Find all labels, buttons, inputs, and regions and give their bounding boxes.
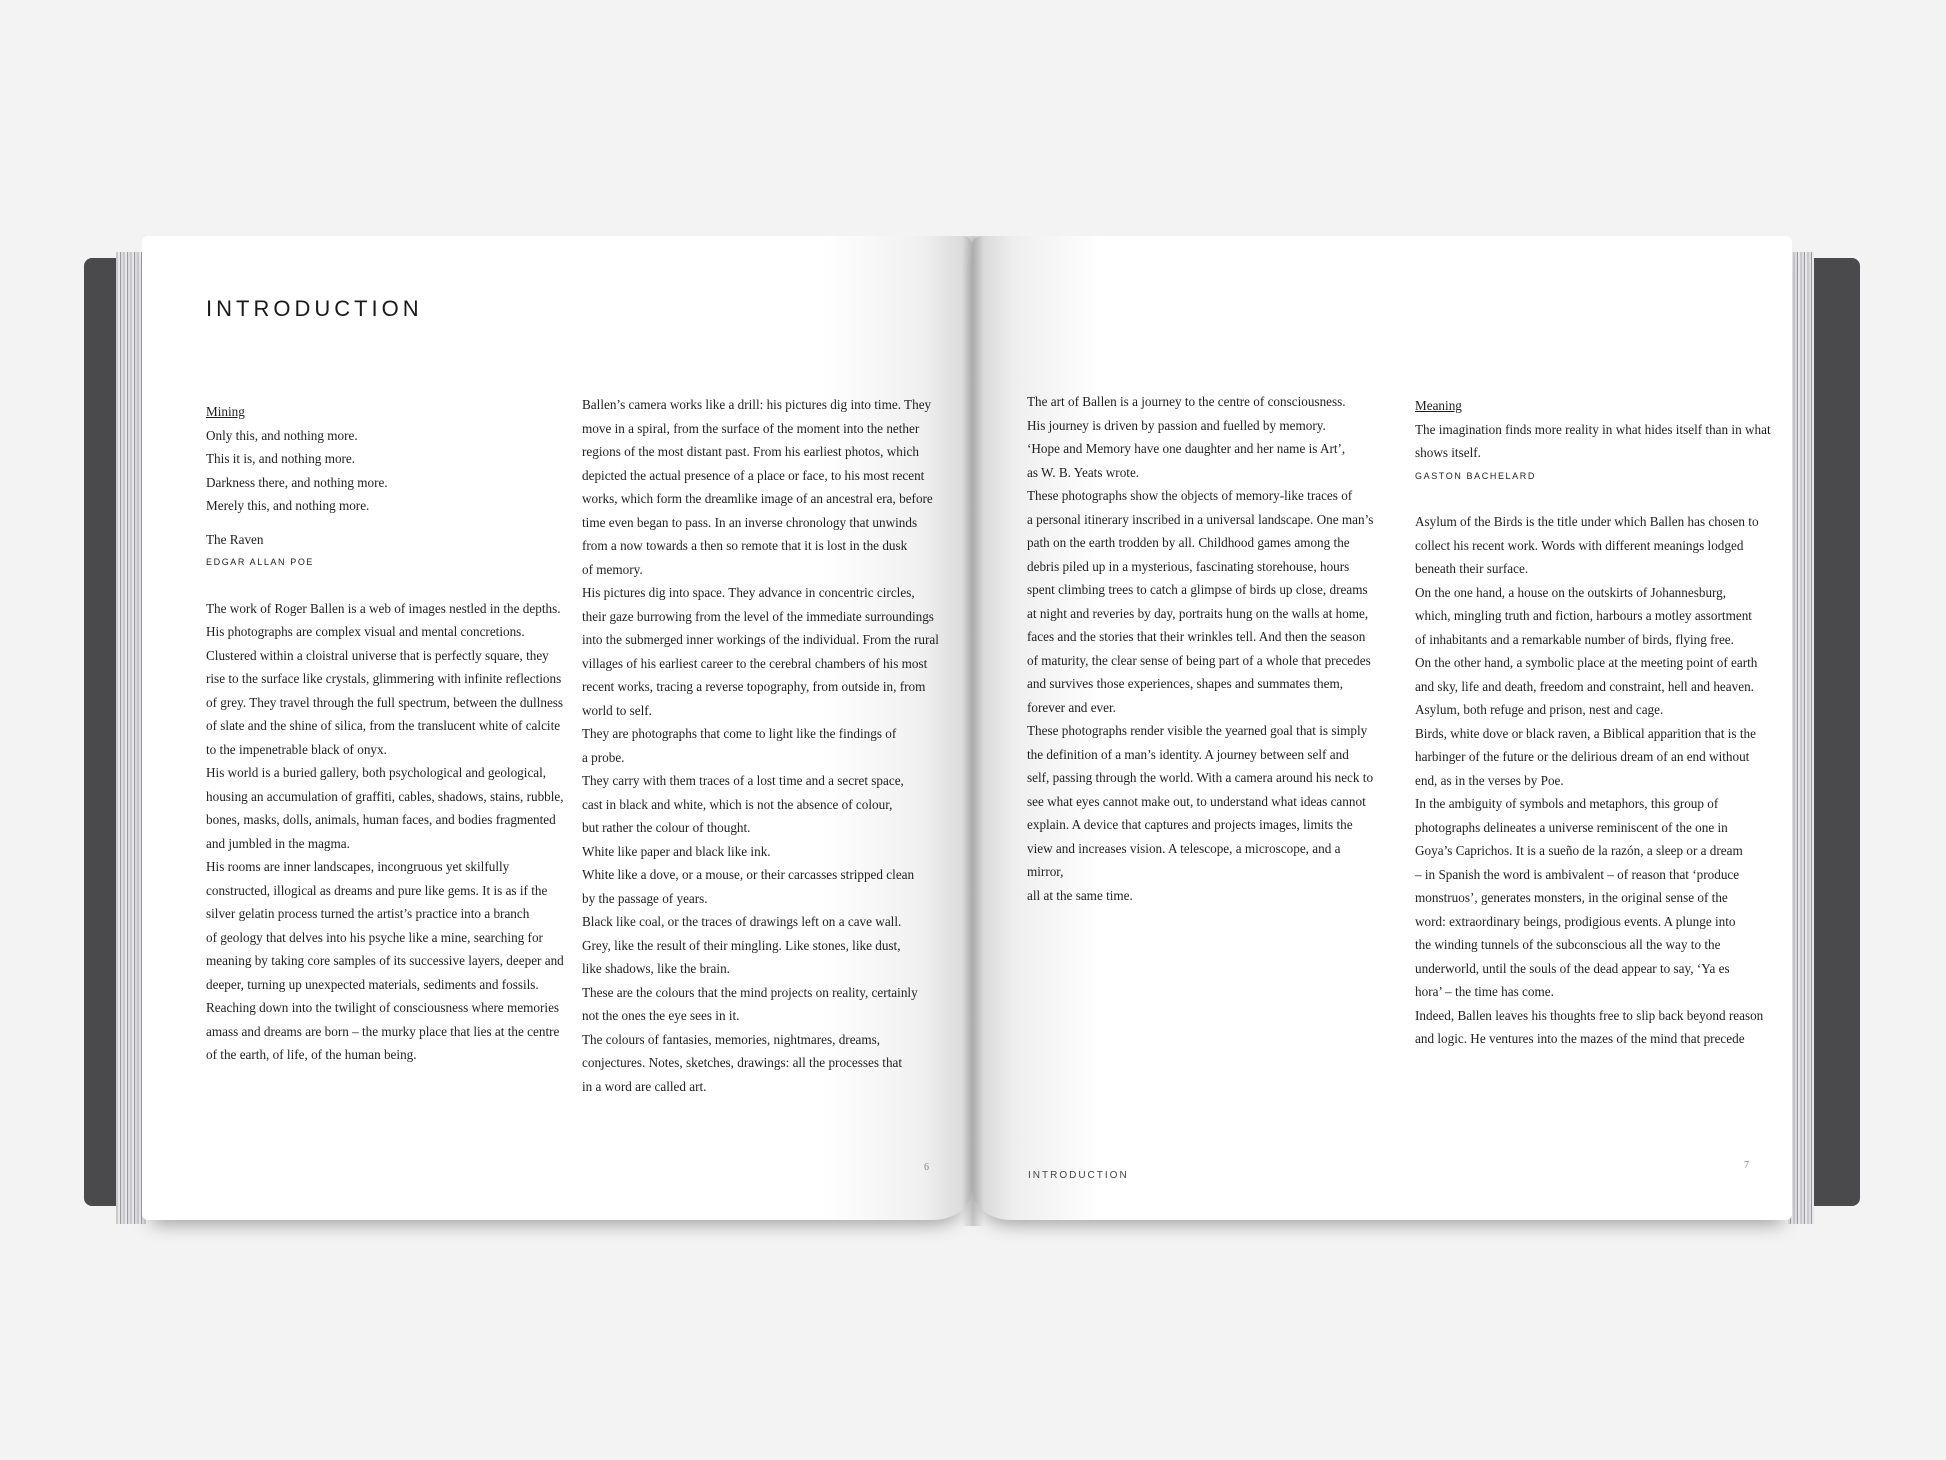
body-text-line: Grey, like the result of their mingling. Like stones, like dust,	[582, 937, 901, 953]
body-text-line: In the ambiguity of symbols and metaphors, this group of	[1415, 796, 1719, 811]
body-text-line: the definition of a man’s identity. A journey between self and	[1027, 746, 1349, 762]
body-text-line: The colours of fantasies, memories, nightmares, dreams,	[582, 1031, 881, 1047]
body-text-line: regions of the most distant past. From his earliest photos, which	[582, 444, 919, 459]
body-text-line: explain. A device that captures and projects images, limits the	[1027, 817, 1353, 832]
body-text-line: and sky, life and death, freedom and constraint, hell and heaven.	[1415, 678, 1754, 694]
body-text-line: monstruos’, generates monsters, in the original sense of the	[1415, 890, 1728, 905]
body-text-line: the winding tunnels of the subconscious all the way to the	[1415, 937, 1721, 952]
body-text-line: but rather the colour of thought.	[582, 820, 751, 835]
body-text-line: villages of his earliest career to the cerebral chambers of his most	[582, 655, 928, 671]
body-text-line: silver gelatin process turned the artist’s practice into a branch	[206, 906, 530, 921]
body-text-line: Asylum of the Birds is the title under which Ballen has chosen to	[1415, 514, 1759, 529]
body-text-line: of memory.	[582, 561, 643, 577]
body-text-line: Goya’s Caprichos. It is a sueño de la razón, a sleep or a dream	[1415, 843, 1743, 858]
body-text-line: His world is a buried gallery, both psychological and geological,	[206, 765, 547, 780]
column-3-body	[1027, 390, 1377, 907]
running-footer: INTRODUCTION	[1028, 1170, 1129, 1181]
body-text-line: These photographs render visible the yearned goal that is simply	[1027, 723, 1368, 738]
body-text-line: of geology that delves into his psyche like a mine, searching for	[206, 929, 543, 945]
epigraph-author: EDGAR ALLAN POE	[206, 557, 315, 567]
body-text-line: The art of Ballen is a journey to the centre of consciousness.	[1027, 394, 1346, 409]
body-text-line: underworld, until the souls of the dead appear to say, ‘Ya es	[1415, 960, 1730, 976]
epigraph-heading: Mining	[206, 404, 245, 419]
column-2-body	[582, 393, 952, 1098]
body-text-line: They are photographs that come to light like the findings of	[582, 726, 897, 741]
body-text-line: collect his recent work. Words with different meanings lodged	[1415, 537, 1744, 553]
body-text-line: of maturity, the clear sense of being part of a whole that precedes	[1027, 652, 1371, 668]
body-text-line: path on the earth trodden by all. Childhood games among the	[1027, 535, 1350, 550]
body-text-line: – in Spanish the word is ambivalent – of reason that ‘produce	[1415, 866, 1740, 882]
body-text-line: bones, masks, dolls, animals, human faces, and bodies fragmented	[206, 812, 556, 827]
body-text-line: as W. B. Yeats wrote.	[1027, 464, 1140, 480]
body-text-line: hora’ – the time has come.	[1415, 984, 1554, 999]
body-text-line: word: extraordinary beings, prodigious events. A plunge into	[1415, 913, 1736, 929]
body-text-line: Asylum, both refuge and prison, nest and cage.	[1415, 702, 1664, 717]
body-text-line: The work of Roger Ballen is a web of images nestled in the depths.	[206, 600, 561, 616]
body-text-line: spent climbing trees to catch a glimpse of birds up close, dreams	[1027, 582, 1368, 597]
body-text-line: meaning by taking core samples of its successive layers, deeper and	[206, 953, 564, 968]
body-text-line: Indeed, Ballen leaves his thoughts free to slip back beyond reason	[1415, 1007, 1764, 1023]
body-text-line: beneath their surface.	[1415, 561, 1529, 576]
body-text-line: from a now towards a then so remote that it is lost in the dusk	[582, 538, 908, 553]
body-text-line: a probe.	[582, 749, 625, 765]
body-text-line: conjectures. Notes, sketches, drawings: all the processes that	[582, 1055, 903, 1070]
body-text-line: to the impenetrable black of onyx.	[206, 741, 387, 757]
body-text-line: His journey is driven by passion and fuelled by memory.	[1027, 417, 1326, 433]
epigraph-line: Darkness there, and nothing more.	[206, 474, 388, 490]
body-text-line: photographs delineates a universe reminiscent of the one in	[1415, 819, 1728, 835]
body-text-line: world to self.	[582, 702, 652, 718]
column-4-body	[1415, 510, 1775, 1051]
body-text-line: move in a spiral, from the surface of the moment into the nether	[582, 420, 920, 436]
body-text-line: end, as in the verses by Poe.	[1415, 772, 1564, 788]
body-text-line: of inhabitants and a remarkable number of birds, flying free.	[1415, 631, 1734, 647]
body-text-line: self, passing through the world. With a camera around his neck to	[1027, 770, 1374, 785]
epigraph-author: GASTON BACHELARD	[1415, 470, 1536, 481]
body-text-line: all at the same time.	[1027, 887, 1133, 903]
column-3	[1027, 390, 1377, 907]
body-text-line: their gaze burrowing from the level of the immediate surroundings	[582, 608, 934, 624]
body-text-line: ‘Hope and Memory have one daughter and her name is Art’,	[1027, 441, 1346, 456]
body-text-line: These photographs show the objects of memory-like traces of	[1027, 488, 1353, 503]
epigraph-line: Only this, and nothing more.	[206, 427, 358, 443]
page-number-right: 7	[1744, 1160, 1749, 1171]
body-text-line: On the one hand, a house on the outskirts of Johannesburg,	[1415, 584, 1727, 600]
body-text-line: of the earth, of life, of the human being.	[206, 1047, 417, 1062]
column-4	[1415, 394, 1775, 1051]
page-title: INTRODUCTION	[206, 296, 423, 321]
epigraph-line: Merely this, and nothing more.	[206, 498, 370, 513]
body-text-line: time even began to pass. In an inverse chronology that unwinds	[582, 514, 918, 530]
body-text-line: and survives those experiences, shapes and summates them,	[1027, 676, 1344, 691]
epigraph-heading: Meaning	[1415, 398, 1462, 413]
body-text-line: His photographs are complex visual and mental concretions.	[206, 624, 525, 639]
body-text-line: depicted the actual presence of a place or face, to his most recent	[582, 467, 925, 483]
body-text-line: see what eyes cannot make out, to understand what ideas cannot	[1027, 793, 1366, 809]
body-text-line: These are the colours that the mind projects on reality, certainly	[582, 984, 918, 1000]
body-text-line: which, mingling truth and fiction, harbours a motley assortment	[1415, 608, 1752, 623]
body-text-line: His rooms are inner landscapes, incongruous yet skilfully	[206, 859, 510, 874]
epigraph-line: shows itself.	[1415, 445, 1481, 460]
body-text-line: amass and dreams are born – the murky place that lies at the centre	[206, 1023, 560, 1039]
column-2	[582, 393, 952, 1098]
body-text-line: a personal itinerary inscribed in a universal landscape. One man’s	[1027, 511, 1374, 527]
epigraph-source: The Raven	[206, 531, 264, 547]
body-text-line: view and increases vision. A telescope, a microscope, and a mirror,	[1027, 840, 1341, 879]
body-text-line: Reaching down into the twilight of consciousness where memories	[206, 1000, 560, 1015]
body-text-line: of slate and the shine of silica, from the translucent white of calcite	[206, 718, 561, 733]
body-text-line: debris piled up in a mysterious, fascinating storehouse, hours	[1027, 558, 1350, 574]
body-text-line: White like a dove, or a mouse, or their carcasses stripped clean	[582, 867, 915, 882]
body-text-line: housing an accumulation of graffiti, cables, shadows, stains, rubble,	[206, 788, 564, 804]
body-text-line: Black like coal, or the traces of drawings left on a cave wall.	[582, 914, 902, 929]
body-text-line: not the ones the eye sees in it.	[582, 1008, 740, 1023]
page-number-left: 6	[924, 1162, 929, 1173]
epigraph-line: This it is, and nothing more.	[206, 451, 356, 466]
body-text-line: His pictures dig into space. They advance in concentric circles,	[582, 585, 915, 600]
body-text-line: rise to the surface like crystals, glimmering with infinite reflections	[206, 671, 562, 686]
body-text-line: and jumbled in the magma.	[206, 835, 350, 851]
body-text-line: harbinger of the future or the delirious dream of an end without	[1415, 749, 1750, 764]
column-1-body	[206, 597, 566, 1067]
body-text-line: forever and ever.	[1027, 699, 1116, 715]
body-text-line: like shadows, like the brain.	[582, 961, 730, 976]
body-text-line: in a word are called art.	[582, 1078, 707, 1094]
body-text-line: into the submerged inner workings of the individual. From the rural	[582, 632, 939, 647]
body-text-line: constructed, illogical as dreams and pure like gems. It is as if the	[206, 882, 548, 898]
body-text-line: cast in black and white, which is not the absence of colour,	[582, 796, 893, 812]
body-text-line: On the other hand, a symbolic place at the meeting point of earth	[1415, 655, 1758, 670]
body-text-line: by the passage of years.	[582, 890, 708, 906]
column-1	[206, 400, 566, 1067]
body-text-line: faces and the stories that their wrinkles tell. And then the season	[1027, 629, 1366, 644]
body-text-line: and logic. He ventures into the mazes of the mind that precede	[1415, 1031, 1745, 1046]
body-text-line: deeper, turning up unexpected materials, sediments and fossils.	[206, 976, 539, 992]
book-gutter	[962, 236, 984, 1226]
body-text-line: Ballen’s camera works like a drill: his pictures dig into time. They	[582, 397, 932, 412]
body-text-line: Birds, white dove or black raven, a Biblical apparition that is the	[1415, 725, 1756, 741]
epigraph-line: The imagination finds more reality in what hides itself than in what	[1415, 421, 1771, 437]
body-text-line: recent works, tracing a reverse topography, from outside in, from	[582, 679, 926, 694]
body-text-line: of grey. They travel through the full spectrum, between the dullness	[206, 694, 564, 710]
body-text-line: White like paper and black like ink.	[582, 843, 771, 859]
body-text-line: at night and reveries by day, portraits hung on the walls at home,	[1027, 605, 1369, 621]
body-text-line: They carry with them traces of a lost time and a secret space,	[582, 773, 904, 788]
body-text-line: Clustered within a cloistral universe that is perfectly square, they	[206, 647, 549, 663]
body-text-line: works, which form the dreamlike image of an ancestral era, before	[582, 491, 933, 506]
